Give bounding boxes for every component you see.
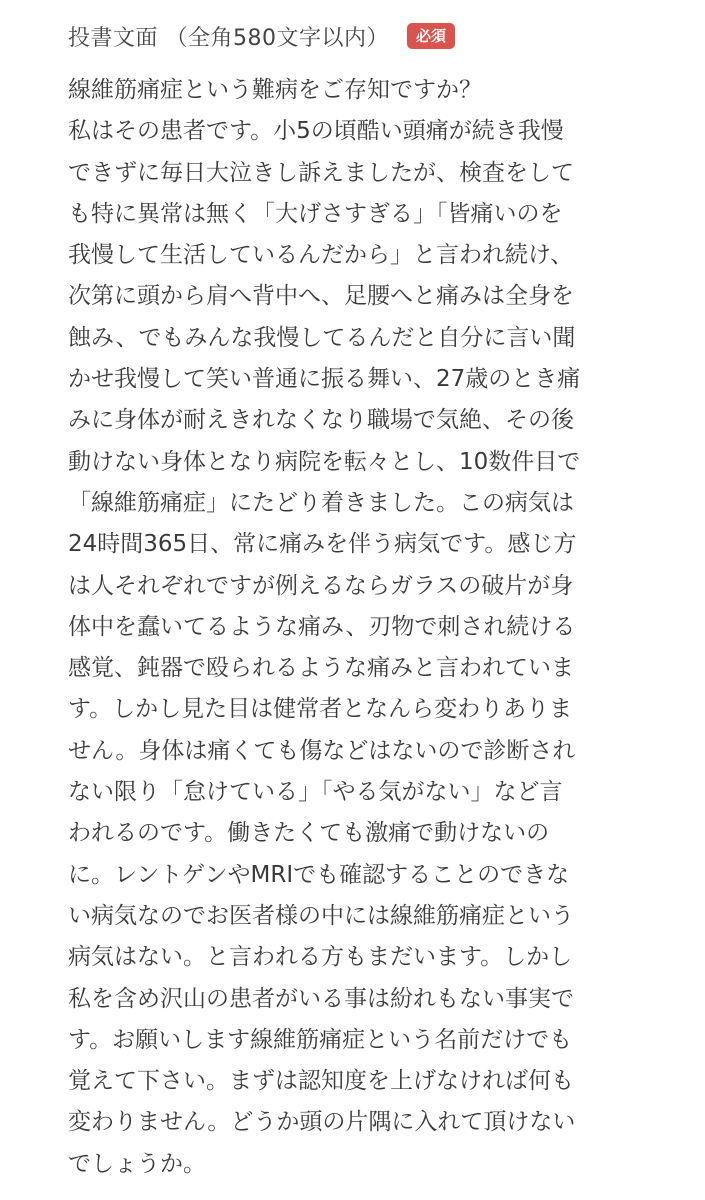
text-line: 次第に頭から肩へ背中へ、足腰へと痛みは全身を — [68, 283, 574, 310]
text-line: できずに毎日大泣きし訴えましたが、検査をして — [68, 159, 574, 186]
text-line: 蝕み、でもみんな我慢してるんだと自分に言い聞 — [68, 324, 576, 351]
text-line: 私を含め沢山の患者がいる事は紛れもない事実で — [68, 985, 574, 1012]
text-line: ない限り「怠けている」「やる気がない」など言 — [68, 779, 563, 806]
text-line: い病気なのでお医者様の中には線維筋痛症という — [68, 902, 574, 929]
text-line: す。しかし見た目は健常者となんら変わりありま — [68, 696, 573, 723]
text-line: 私はその患者です。小5の頃酷い頭痛が続き我慢 — [68, 118, 564, 145]
field-label: 投書文面 （全角580文字以内） — [68, 25, 389, 51]
required-badge: 必須 — [407, 23, 455, 49]
field-header — [68, 16, 455, 56]
text-line: でしょうか。 — [68, 1150, 206, 1177]
text-line: 感覚、鈍器で殴られるような痛みと言われていま — [68, 655, 574, 682]
text-line: みに身体が耐えきれなくなり職場で気絶、その後 — [68, 407, 574, 434]
text-line: 線維筋痛症という難病をご存知ですか？ — [68, 77, 482, 103]
letter-text[interactable] — [68, 70, 668, 1185]
text-line: も特に異常は無く「大げさすぎる」「皆痛いのを — [68, 200, 563, 227]
text-line: われるのです。働きたくても激痛で動けないの — [68, 820, 550, 847]
text-line: 「線維筋痛症」にたどり着きました。この病気は — [68, 489, 574, 516]
text-line: に。レントゲンやMRIでも確認することのできな — [68, 861, 570, 888]
text-line: は人それぞれですが例えるならガラスの破片が身 — [68, 572, 574, 599]
text-line: 覚えて下さい。まずは認知度を上げなければ何も — [68, 1068, 574, 1095]
text-line: す。お願いします線維筋痛症という名前だけでも — [68, 1026, 573, 1053]
text-line: 我慢して生活しているんだから」と言われ続け、 — [68, 242, 574, 269]
text-line: 動けない身体となり病院を転々とし、10数件目で — [68, 448, 581, 475]
text-line: 体中を蠢いてるような痛み、刃物で刺され続ける — [68, 613, 576, 640]
text-line: かせ我慢して笑い普通に振る舞い、27歳のとき痛 — [68, 366, 581, 393]
text-line: せん。身体は痛くても傷などはないので診断され — [68, 737, 576, 764]
text-line: 変わりません。どうか頭の片隅に入れて頂けない — [68, 1109, 576, 1136]
text-line: 病気はない。と言われる方もまだいます。しかし — [68, 944, 573, 971]
text-line: 24時間365日、常に痛みを伴う病気です。感じ方 — [68, 531, 577, 558]
